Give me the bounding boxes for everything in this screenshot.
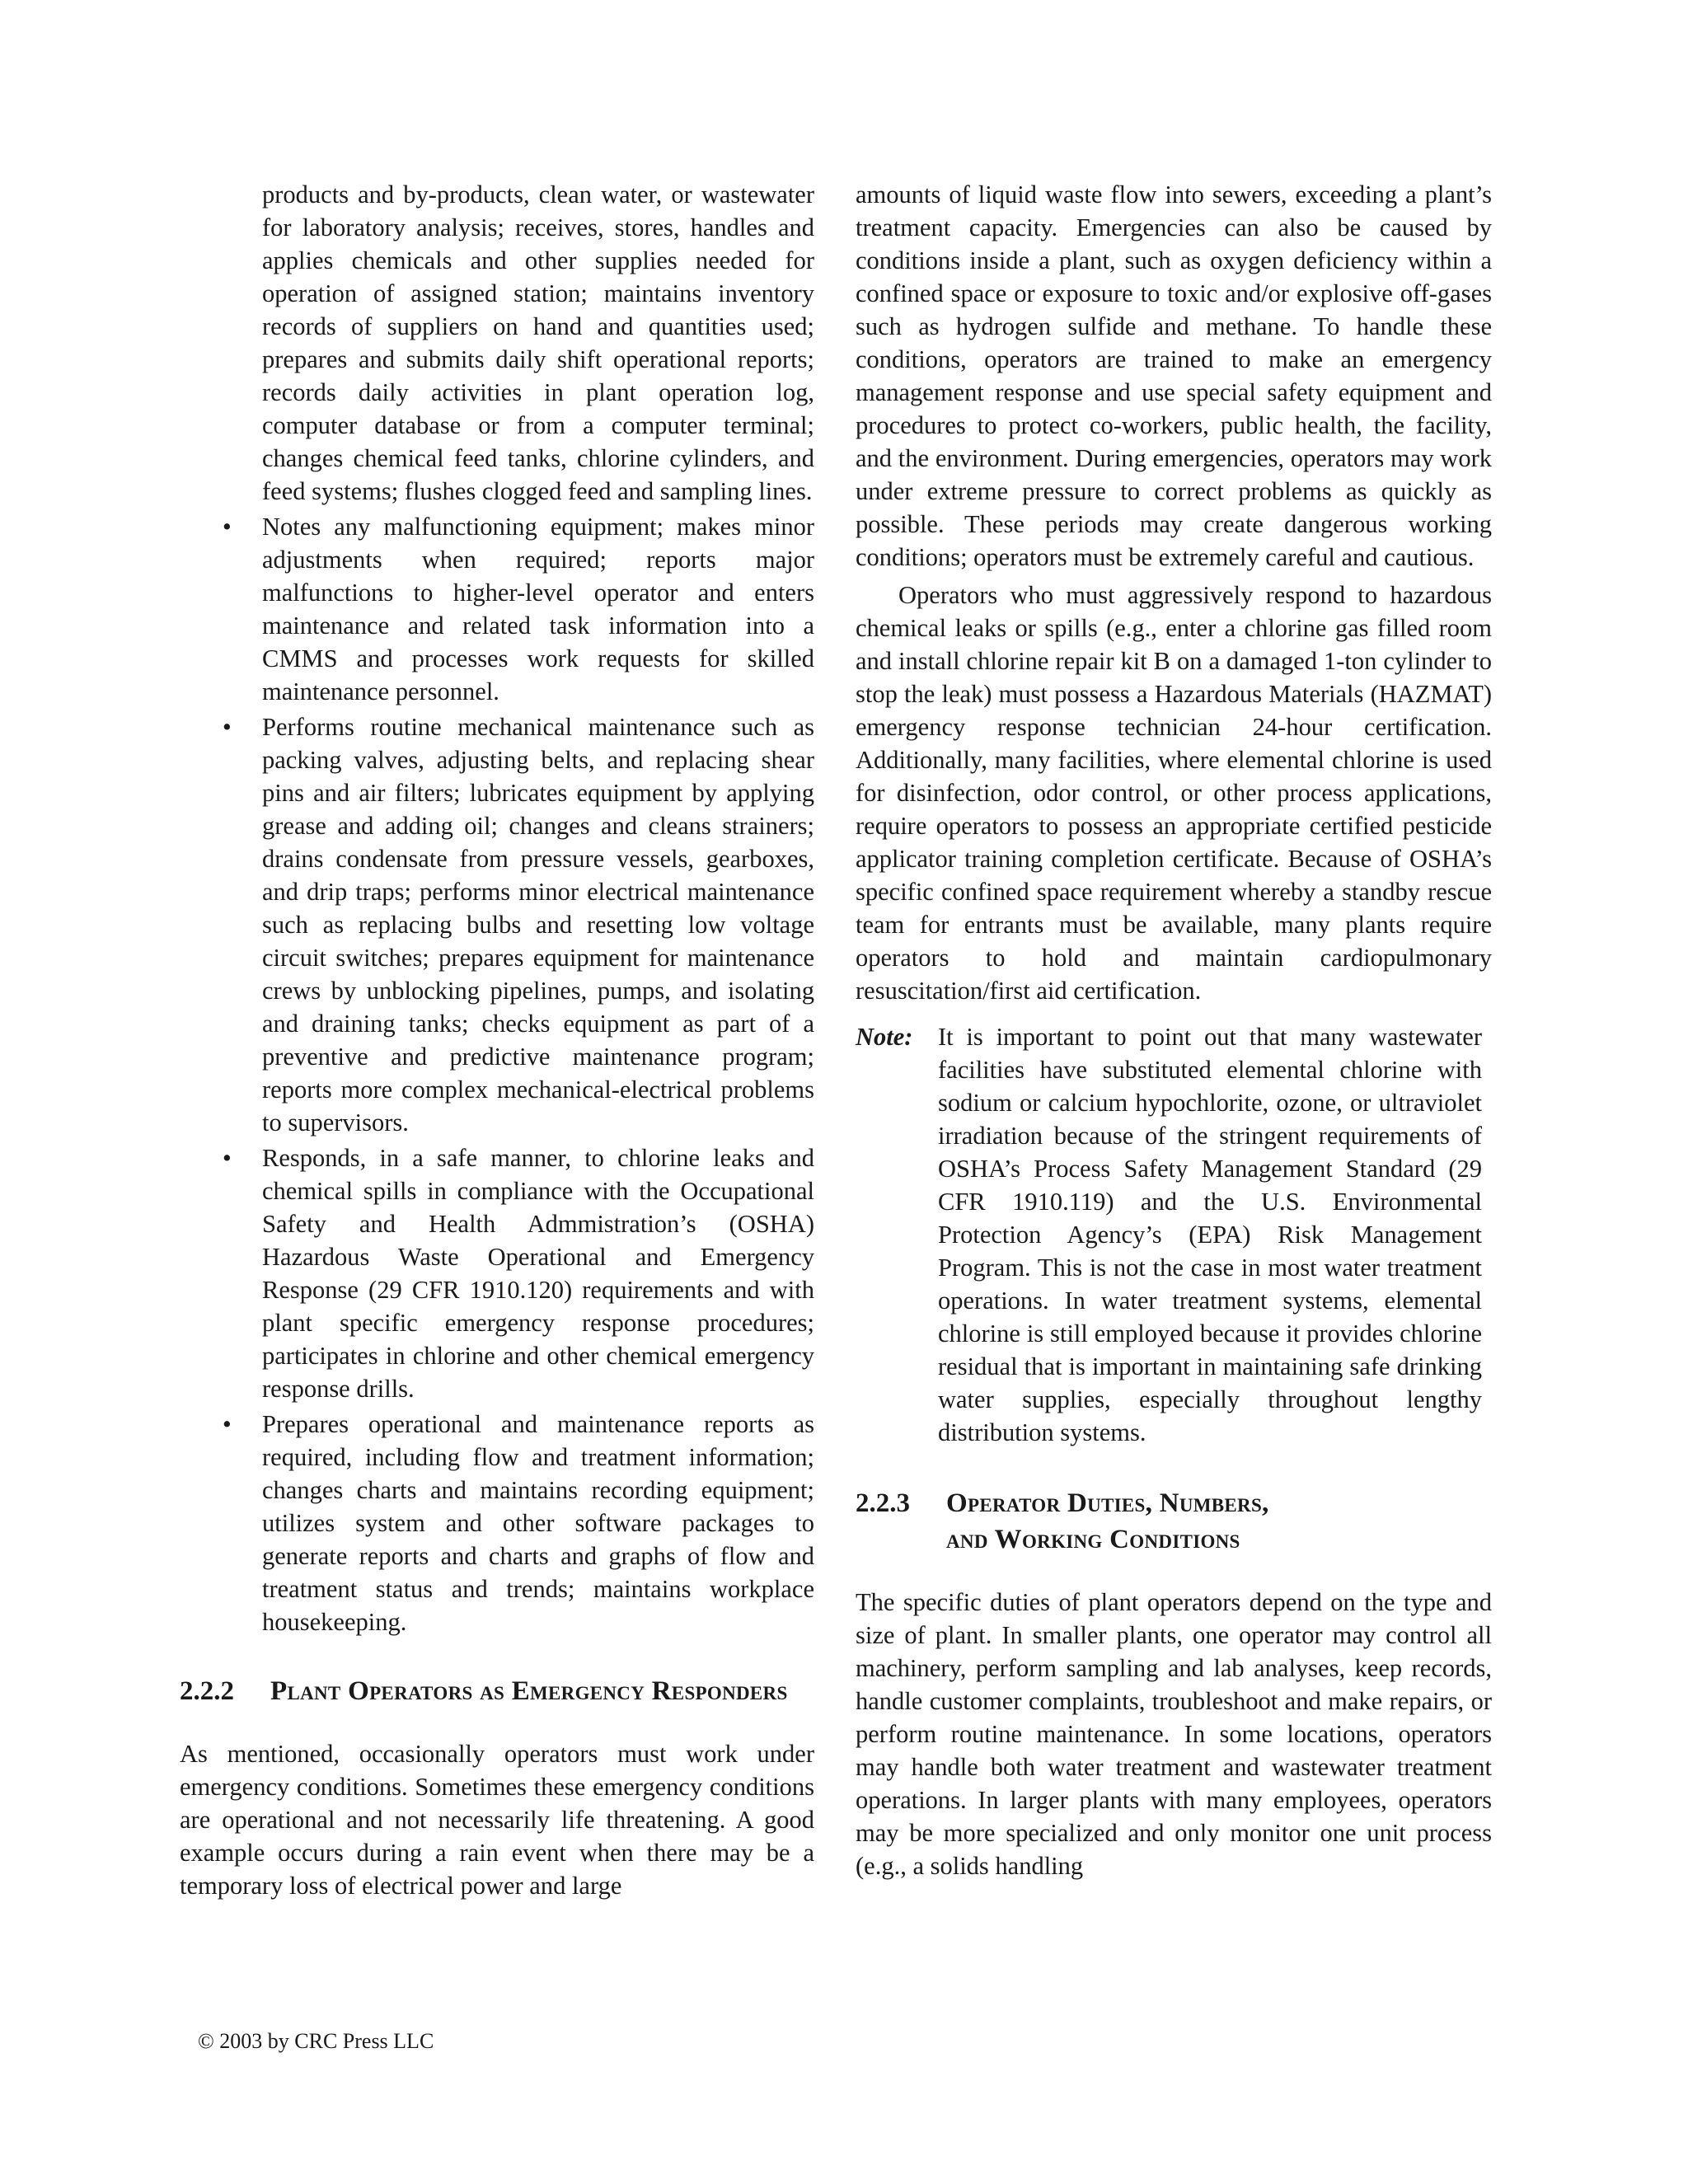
right-column	[856, 178, 1492, 1882]
note-label: Note:	[856, 1023, 913, 1051]
bullet-icon: •	[223, 1410, 232, 1438]
bullet-text: Notes any malfunctioning equipment; makes minor adjustments when required; reports major malfunctions to higher-level operator and enters maintenance and related task information into a CMMS and processes work requests for skilled maintenance personnel.	[262, 513, 814, 705]
bullet-item	[180, 1141, 814, 1405]
emergency-conditions-paragraph: amounts of liquid waste flow into sewers, exceeding a plant’s treatment capacity. Emergencies can also be caused by conditions inside a plant, such as oxygen deficiency within a confined space or exposure to toxic and/or explosive off-gases such as hydrogen sulfide and methane. To handle these conditions, operators are trained to make an emergency management response and use special safety equipment and procedures to protect co-workers, public health, the facility, and the environment. During emergencies, operators may work under extreme pressure to correct problems as quickly as possible. These periods may create dangerous working conditions; operators must be extremely careful and cautious.	[856, 180, 1492, 571]
duties-bullet-list	[180, 510, 814, 1638]
section-heading-2-2-2	[180, 1673, 814, 1709]
bullet-text: Prepares operational and maintenance reports as required, including flow and treatment information; changes charts and maintains recording equipment; utilizes system and other software packages to generate reports and charts and graphs of flow and treatment status and trends; maintains workplace housekeeping.	[262, 1410, 814, 1636]
bullet-item	[180, 510, 814, 708]
hazmat-paragraph: Operators who must aggressively respond to hazardous chemical leaks or spills (e.g., enter a chlorine gas filled room and install chlorine repair kit B on a damaged 1-ton cylinder to stop the leak) must possess a Hazardous Materials (HAZMAT) emergency response technician 24-hour certification. Additionally, many facilities, where elemental chlorine is used for disinfection, odor control, or other process applications, require operators to possess an appropriate certified pesticide applicator training completion certificate. Because of OSHA’s specific confined space requirement whereby a standby rescue team for entrants must be available, many plants require operators to hold and maintain cardiopulmonary resuscitation/first aid certification.	[856, 581, 1492, 1005]
section-title: Plant Operators as Emergency Responders	[270, 1676, 788, 1706]
section-number: 2.2.2	[180, 1676, 234, 1706]
note-block	[856, 1020, 1492, 1449]
bullet-icon: •	[223, 513, 232, 541]
emergency-responders-paragraph: As mentioned, occasionally operators must work under emergency conditions. Sometimes these emergency conditions are operational and not necessarily life threatening. A good example occurs during a rain event when there may be a temporary loss of electrical power and large	[180, 1740, 814, 1900]
bullet-text: Performs routine mechanical maintenance such as packing valves, adjusting belts, and replacing shear pins and air filters; lubricates equipment by applying grease and adding oil; changes and cleans strainers; drains condensate from pressure vessels, gearboxes, and drip traps; performs minor electrical maintenance such as replacing bulbs and resetting low voltage circuit switches; prepares equipment for maintenance crews by unblocking pipelines, pumps, and isolating and draining tanks; checks equipment as part of a preventive and predictive maintenance program; reports more complex mechanical-electrical problems to supervisors.	[262, 713, 814, 1137]
bullet-icon: •	[223, 713, 232, 741]
bullet-text: Responds, in a safe manner, to chlorine leaks and chemical spills in compliance with the Occupational Safety and Health Admmistration’s (OSHA) Hazardous Waste Operational and Emergency Response (29 CFR 1910.120) requirements and with plant specific emergency response procedures; participates in chlorine and other chemical emergency response drills.	[262, 1144, 814, 1403]
bullet-item	[180, 710, 814, 1139]
left-column	[180, 178, 814, 1902]
section-title-line1: Operator Duties, Numbers,	[946, 1488, 1269, 1518]
section-number: 2.2.3	[856, 1488, 910, 1518]
section-title-line2: and Working Conditions	[946, 1525, 1240, 1554]
section-heading-2-2-3	[856, 1485, 1492, 1558]
operator-duties-paragraph: The specific duties of plant operators depend on the type and size of plant. In smaller plants, one operator may control all machinery, perform sampling and lab analyses, keep records, handle customer complaints, troubleshoot and make repairs, or perform routine maintenance. In some locations, operators may handle both water treatment and wastewater treatment operations. In larger plants with many employees, operators may be more specialized and only monitor one unit process (e.g., a solids handling	[856, 1588, 1492, 1880]
duties-continuation	[262, 178, 814, 508]
continuation-paragraph: products and by-products, clean water, or wastewater for laboratory analysis; receives, stores, handles and applies chemicals and other supplies needed for operation of assigned station; maintains inventory records of suppliers on hand and quantities used; prepares and submits daily shift operational reports; records daily activities in plant operation log, computer database or from a computer terminal; changes chemical feed tanks, chlorine cylinders, and feed systems; flushes clogged feed and sampling lines.	[262, 180, 814, 505]
copyright-footer: © 2003 by CRC Press LLC	[198, 2029, 434, 2053]
bullet-item	[180, 1408, 814, 1638]
bullet-icon: •	[223, 1144, 232, 1172]
note-text: It is important to point out that many wastewater facilities have substituted elemental chlorine with sodium or calcium hypochlorite, ozone, or ultraviolet irradiation because of the stringent requirements of OSHA’s Process Safety Management Standard (29 CFR 1910.119) and the U.S. Environmental Protection Agency’s (EPA) Risk Management Program. This is not the case in most water treatment operations. In water treatment systems, elemental chlorine is still employed because it provides chlorine residual that is important in maintaining safe drinking water supplies, especially throughout lengthy distribution systems.	[938, 1023, 1482, 1446]
